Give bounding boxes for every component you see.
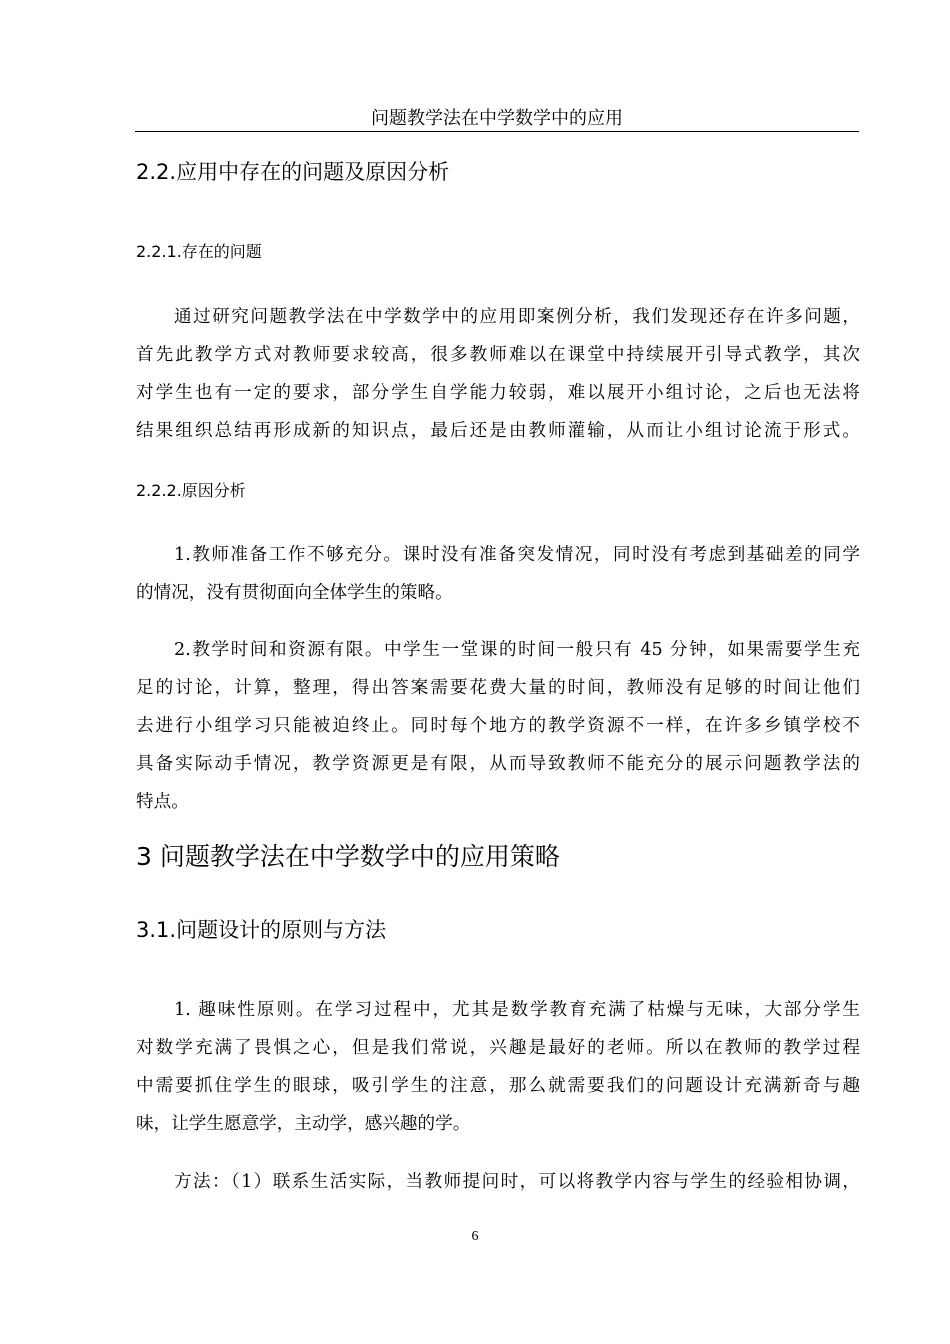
- subsection-heading-2-2-1: 2.2.1.存在的问题: [136, 242, 262, 261]
- paragraph-line: 方法：（1）联系生活实际，当教师提问时，可以将教学内容与学生的经验相协调，: [174, 1172, 860, 1192]
- paragraph-line: 对数学充满了畏惧之心，但是我们常说，兴趣是最好的老师。所以在教师的教学过程: [136, 1038, 860, 1058]
- paragraph-line: 1. 趣味性原则。在学习过程中，尤其是数学教育充满了枯燥与无味，大部分学生: [174, 1000, 860, 1020]
- paragraph-line: 特点。: [136, 792, 189, 812]
- paragraph-line: 1.教师准备工作不够充分。课时没有准备突发情况，同时没有考虑到基础差的同学: [174, 545, 860, 565]
- paragraph-line: 通过研究问题教学法在中学数学中的应用即案例分析，我们发现还存在许多问题，: [174, 307, 860, 327]
- subsection-heading-2-2-2: 2.2.2.原因分析: [136, 481, 246, 500]
- paragraph-interest-principle: [136, 991, 860, 1143]
- paragraph-line: 具备实际动手情况，教学资源更是有限，从而导致教师不能充分的展示问题教学法的: [136, 754, 860, 774]
- paragraph-line: 去进行小组学习只能被迫终止。同时每个地方的教学资源不一样，在许多乡镇学校不: [136, 716, 860, 736]
- section-heading-3-1: 3.1.问题设计的原则与方法: [136, 918, 387, 942]
- paragraph-line: 的情况，没有贯彻面向全体学生的策略。: [136, 583, 453, 603]
- paragraph-existing-problems: [136, 298, 860, 450]
- page-number: 6: [471, 1229, 479, 1244]
- paragraph-line: 结果组织总结再形成新的知识点，最后还是由教师灌输，从而让小组讨论流于形式。: [136, 421, 860, 441]
- paragraph-line: 首先此教学方式对教师要求较高，很多教师难以在课堂中持续展开引导式教学，其次: [136, 345, 860, 365]
- paragraph-cause-1: [136, 536, 860, 612]
- paragraph-line: 中需要抓住学生的眼球，吸引学生的注意，那么就需要我们的问题设计充满新奇与趣: [136, 1076, 860, 1096]
- paragraph-line: 足的讨论，计算，整理，得出答案需要花费大量的时间，教师没有足够的时间让他们: [136, 678, 860, 698]
- section-heading-2-2: 2.2.应用中存在的问题及原因分析: [136, 160, 450, 184]
- chapter-heading-3: 3 问题教学法在中学数学中的应用策略: [136, 842, 560, 871]
- paragraph-line: 味，让学生愿意学，主动学，感兴趣的学。: [136, 1114, 471, 1134]
- paragraph-cause-2: [136, 631, 860, 821]
- header-rule: [135, 131, 859, 132]
- running-header: 问题教学法在中学数学中的应用: [371, 108, 623, 129]
- paragraph-methods: [136, 1163, 860, 1201]
- paragraph-line: 2.教学时间和资源有限。中学生一堂课的时间一般只有 45 分钟，如果需要学生充: [174, 640, 860, 660]
- paragraph-line: 对学生也有一定的要求，部分学生自学能力较弱，难以展开小组讨论，之后也无法将: [136, 383, 860, 403]
